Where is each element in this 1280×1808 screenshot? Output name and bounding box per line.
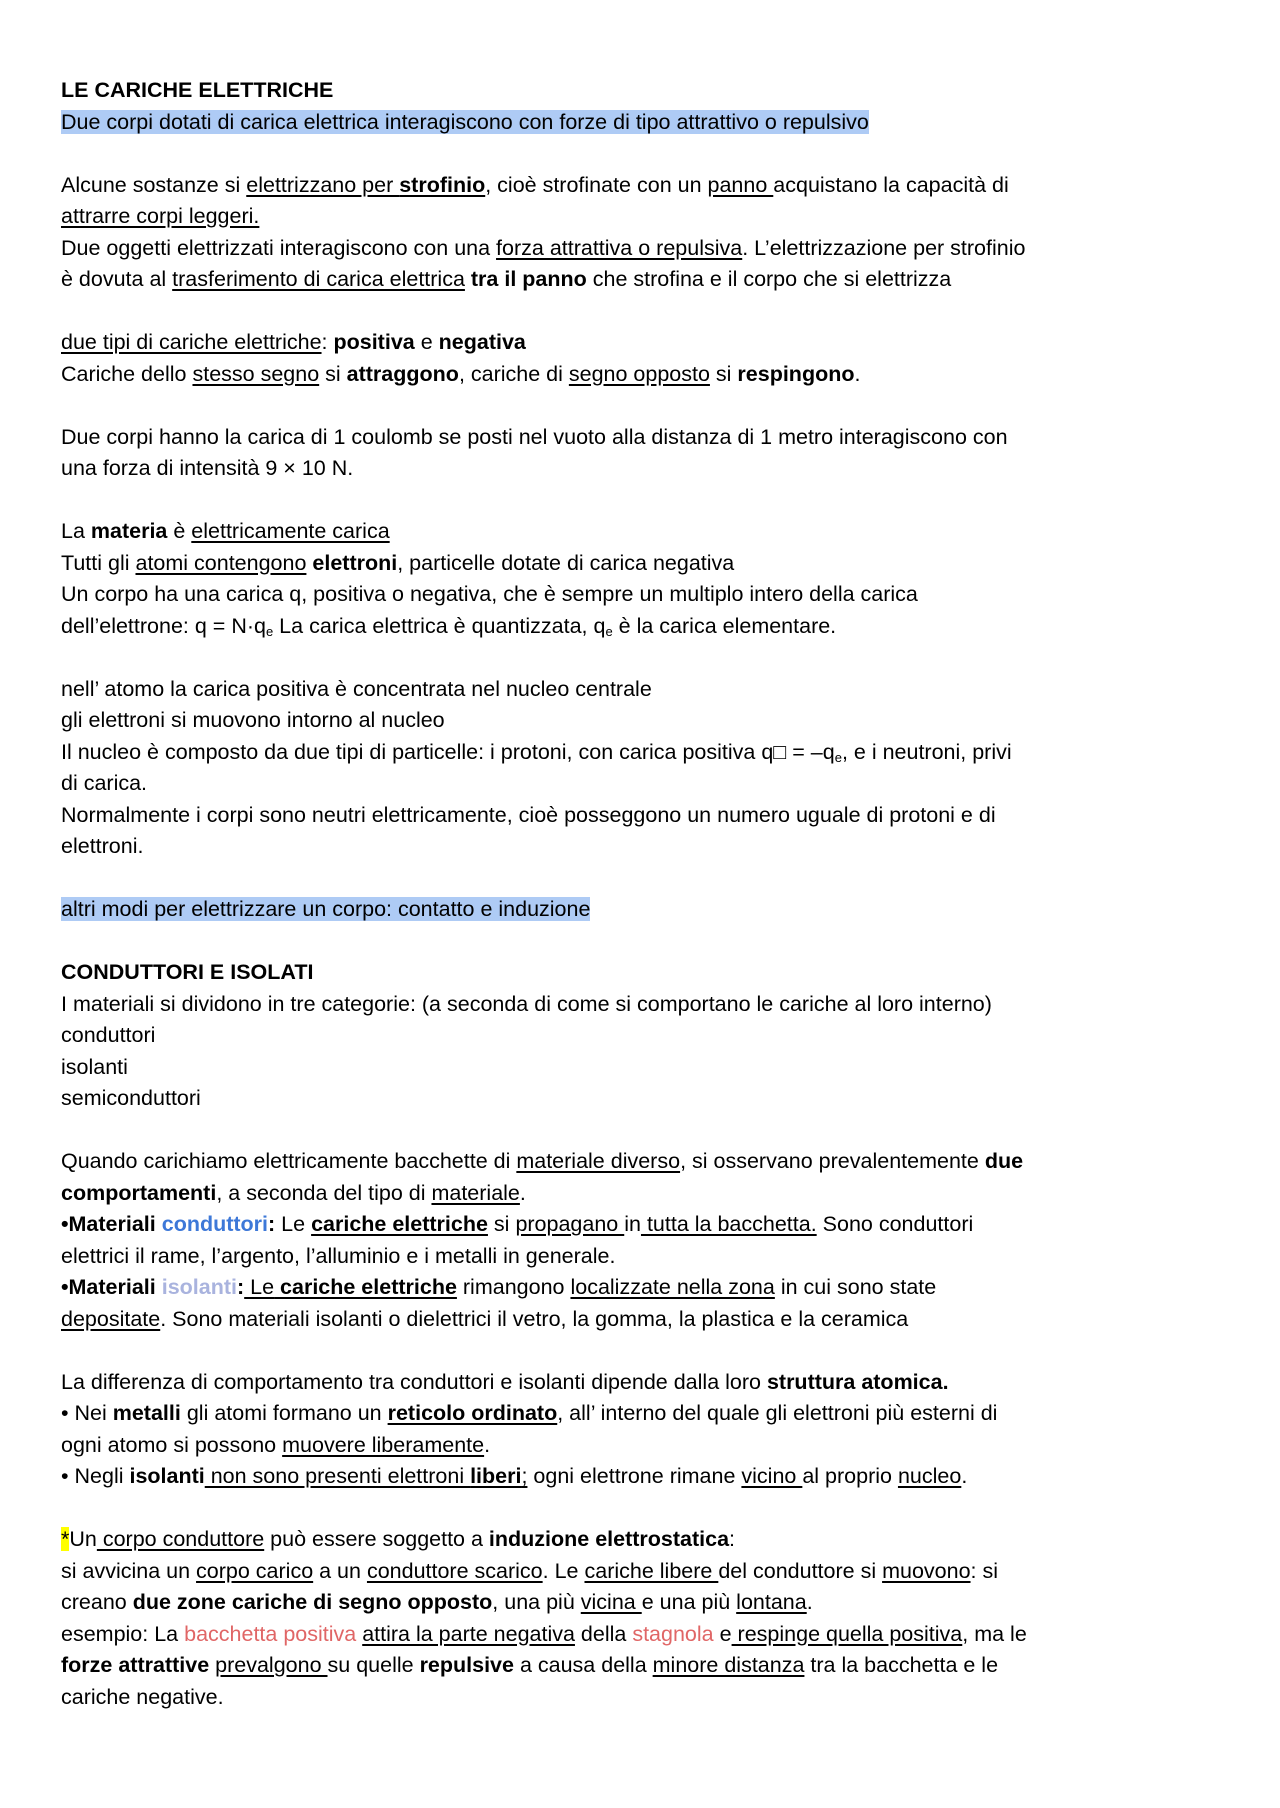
highlighted-altri-modi: altri modi per elettrizzare un corpo: contatto e induzione xyxy=(61,897,591,921)
paragraph-gap xyxy=(61,138,1141,170)
paragraph-categorie: I materiali si dividono in tre categorie: (a seconda di come si comportano le cariche al loro interno) xyxy=(61,991,992,1016)
list-item: isolanti xyxy=(61,1054,128,1079)
highlighted-intro: Due corpi dotati di carica elettrica interagiscono con forze di tipo attrattivo o repulsivo xyxy=(61,109,869,134)
paragraph-gap xyxy=(61,863,1141,895)
document-body xyxy=(61,75,1141,1713)
paragraph-materia: La materia è elettricamente carica Tutti gli atomi contengono elettroni, particelle dotate di carica negativa Un corpo ha una carica q, positiva o negativa, che è sempre un multiplo intero della carica dell’elettrone: $q = N\cdot q_e$ La carica elettrica è quantizzata, $q_e$ è la carica elementare. xyxy=(61,519,918,639)
paragraph-gap xyxy=(61,390,1141,422)
paragraph-gap xyxy=(61,485,1141,517)
paragraph-strofinio: Alcune sostanze si elettrizzano per strofinio, cioè strofinate con un panno acquistano la capacità di attrarre corpi leggeri. Due oggetti elettrizzati interagiscono con una forza attrattiva o repulsiva. L’elettrizzazione per strofinio è dovuta al trasferimento di carica elettrica tra il panno che strofina e il corpo che si elettrizza xyxy=(61,172,1026,291)
list-item: semiconduttori xyxy=(61,1086,201,1110)
paragraph-altri-modi xyxy=(61,894,1141,926)
paragraph-atomo: nell’ atomo la carica positiva è concentrata nel nucleo centrale gli elettroni si muovono intorno al nucleo Il nucleo è composto da due tipi di particelle: i protoni, con carica positiva q□ = $-q_e$, e i neutroni, privi di carica. Normalmente i corpi sono neutri elettricamente, cioè posseggono un numero uguale di protoni e di elettroni. xyxy=(61,676,1012,858)
intro-line xyxy=(61,107,1141,139)
paragraph-tipi-cariche: due tipi di cariche elettriche: positiva e negativa Cariche dello stesso segno si attraggono, cariche di segno opposto si respingono. xyxy=(61,330,861,386)
paragraph-gap xyxy=(61,296,1141,328)
paragraph-materiali-isolanti: •Materiali isolanti: Le cariche elettriche rimangono localizzate nella zona in cui sono state depositate. Sono materiali isolanti o dielettrici il vetro, la gomma, la plastica e la ceramica xyxy=(61,1275,937,1331)
paragraph-induzione: *Un corpo conduttore può essere soggetto a induzione elettrostatica: si avvicina un corpo carico a un conduttore scarico. Le cariche libere del conduttore si muovono: si creano due zone cariche di segno opposto, una più vicina e una più lontana. esempio: La bacchetta positiva attira la parte negativa della stagnola e respinge quella positiva, ma le forze attrattive prevalgono su quelle repulsive a causa della minore distanza tra la bacchetta e le cariche negative. xyxy=(61,1527,1027,1709)
paragraph-gap xyxy=(61,1115,1141,1147)
section-title-conduttori: CONDUTTORI E ISOLATI xyxy=(61,960,314,984)
paragraph-coulomb: Due corpi hanno la carica di 1 coulomb se posti nel vuoto alla distanza di 1 metro interagiscono con una forza di intensità 9 × 10 N. xyxy=(61,424,1008,480)
paragraph-materiali-conduttori: •Materiali conduttori: Le cariche elettriche si propagano in tutta la bacchetta. Sono conduttori elettrici il rame, l’argento, l’alluminio e i metalli in generale. xyxy=(61,1212,974,1268)
list-item: conduttori xyxy=(61,1023,156,1047)
section-title-cariche: LE CARICHE ELETTRICHE xyxy=(61,78,334,102)
paragraph-gap xyxy=(61,1335,1141,1367)
paragraph-bacchette: Quando carichiamo elettricamente bacchette di materiale diverso, si osservano prevalentemente due comportamenti, a seconda del tipo di materiale. xyxy=(61,1149,1024,1205)
asterisk-mark: * xyxy=(61,1527,70,1551)
paragraph-gap xyxy=(61,1493,1141,1525)
paragraph-gap xyxy=(61,926,1141,958)
paragraph-gap xyxy=(61,642,1141,674)
paragraph-struttura-atomica: La differenza di comportamento tra conduttori e isolanti dipende dalla loro struttura atomica. • Nei metalli gli atomi formano un reticolo ordinato, all’ interno del quale gli elettroni più esterni di ogni atomo si possono muovere liberamente. • Negli isolanti non sono presenti elettroni liberi; ogni elettrone rimane vicino al proprio nucleo. xyxy=(61,1369,998,1488)
